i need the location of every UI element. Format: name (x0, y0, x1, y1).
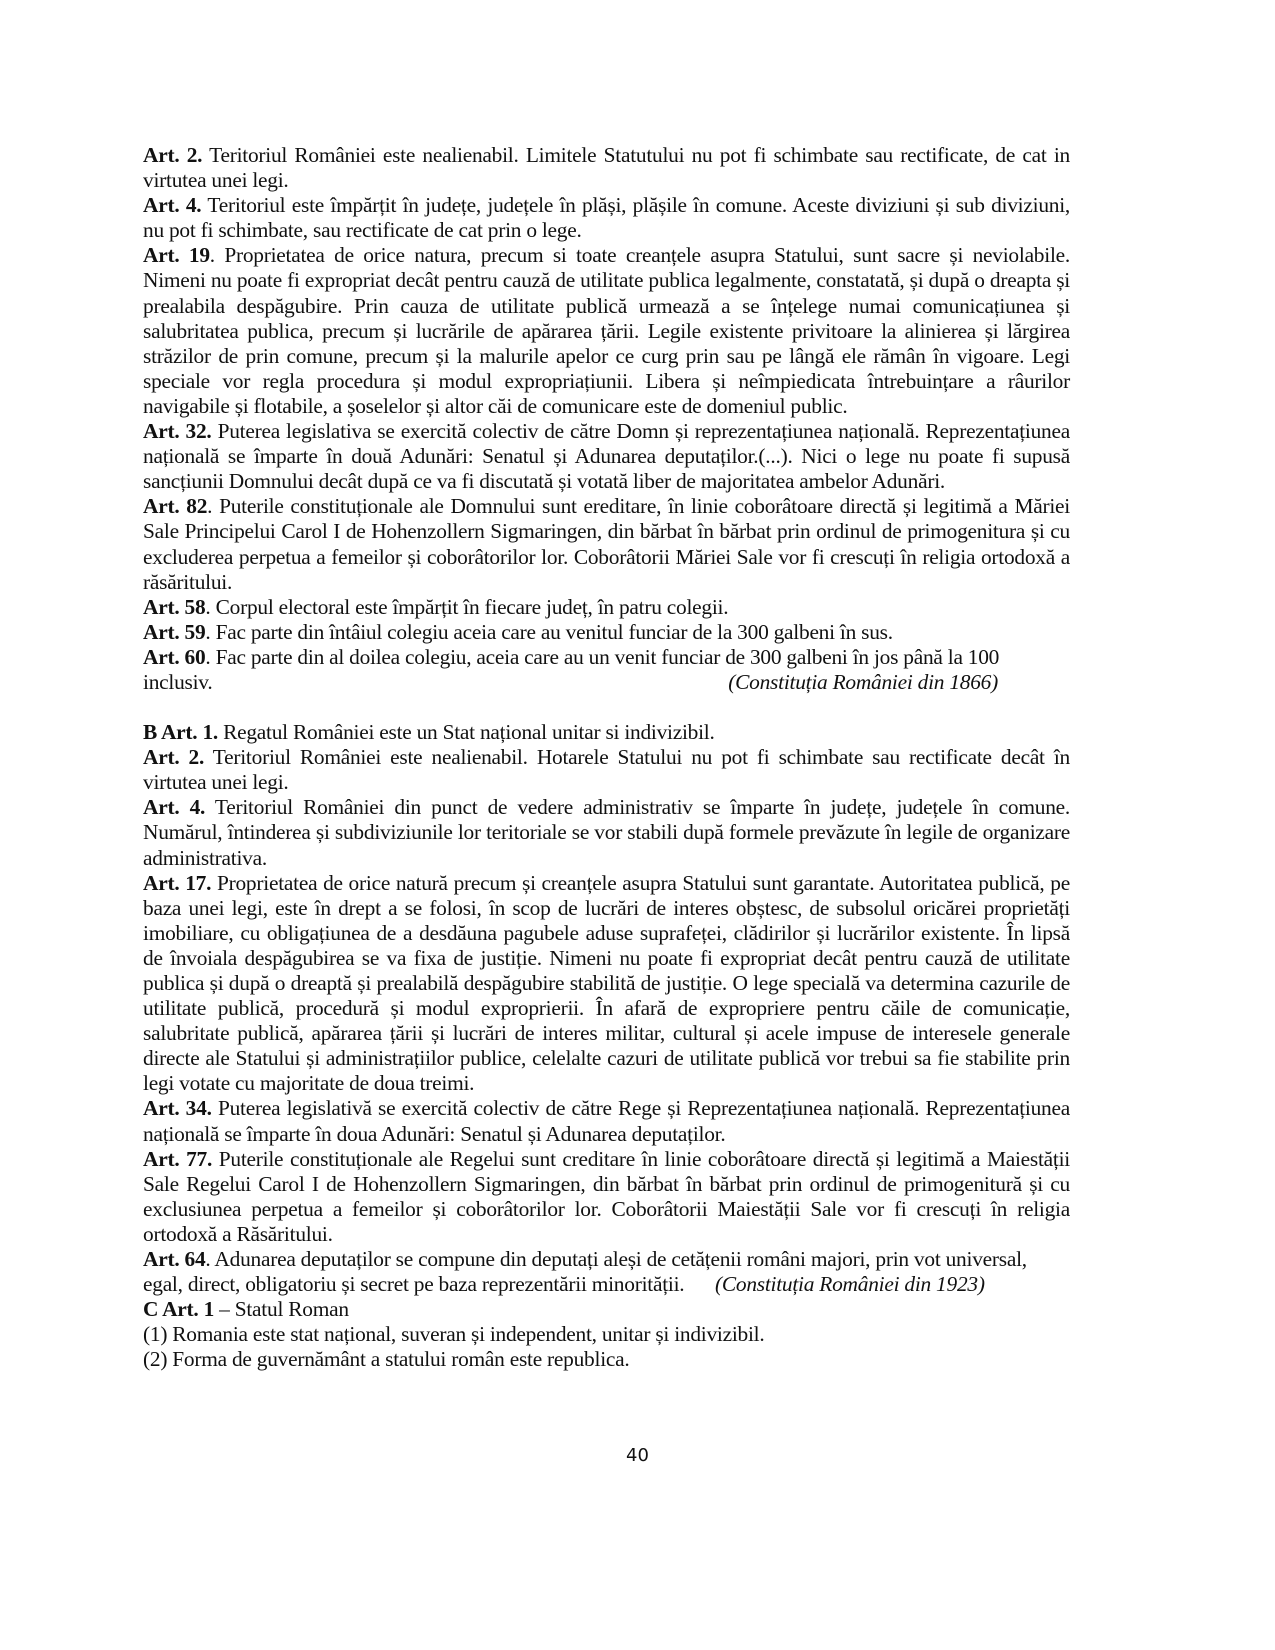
list-item: (2) Forma de guvernământ a statului român este republica. (143, 1347, 630, 1372)
article: Art. 2. Teritoriul României este nealienabil. Limitele Statutului nu pot fi schimbate sau rectificate, de cat in virtutea unei legi. (143, 143, 1070, 193)
article: Art. 17. Proprietatea de orice natură precum și creanțele asupra Statului sunt garantate. Autoritatea publică, pe baza unei legi, este în drept a se folosi, în scop de lucrări de interes obștesc, de subsolul oricărei proprietăți imobiliare, cu obligațiunea de a desdăuna pagubele aduse suprafeței, clădirilor și lucrărilor existente. În lipsă de învoiala despăgubirea se va fixa de justiție. Nimeni nu poate fi expropriat decât pentru cauză de utilitate publica și după o dreaptă și prealabilă despăgubire stabilită de justiție. O lege specială va determina cazurile de utilitate publică, procedură și modul exproprierii. În afară de expropriere pentru căile de comunicație, salubritate publică, apărarea țării și lucrări de interes militar, cultural și acele impuse de interesele generale directe ale Statului și administrațiilor publice, celelalte cazuri de utilitate publică vor trebui sa fie stabilite prin legi votate cu majoritate de doua treimi. (143, 870, 1070, 1096)
section-constitution-1866 (143, 143, 1070, 695)
section-constitution-c (143, 1297, 1070, 1372)
list-item: (1) Romania este stat național, suveran și independent, unitar și indivizibil. (143, 1322, 765, 1347)
page-number: 40 (626, 1445, 649, 1466)
citation: (Constituția României din 1923) (714, 1272, 985, 1297)
article: Art. 77. Puterile constituționale ale Regelui sunt creditare în linie coborâtoare directă și legitimă a Maiestății Sale Regelui Carol I de Hohenzollern Sigmaringen, din bărbat în bărbat prin ordinul de primogenitură și cu exclusiunea perpetua a femeilor și coborâtorilor lor. Coborâtorii Maiestății Sale vor fi crescuți în religia ortodoxă a Răsăritului. (143, 1146, 1070, 1246)
article: Art. 19. Proprietatea de orice natura, precum si toate creanțele asupra Statului, sunt sacre și neviolabile. Nimeni nu poate fi expropriat decât pentru cauză de utilitate publica legalmente, constatată, și după o dreapta și prealabila despăgubire. Prin cauza de utilitate publică urmează a se înțelege numai comunicațiunea și salubritatea publica, precum și lucrările de apărarea țării. Legile existente privitoare la alinierea și lărgirea străzilor de prin comune, precum și la malurile apelor ce curg prin sau pe lângă ele rămân în vigoare. Legi speciale vor regla procedura și modul expropriațiunii. Libera și neîmpiedicata întrebuințare a râurilor navigabile și flotabile, a șoselelor și altor căi de comunicare este de domeniul public. (143, 243, 1070, 418)
article: B Art. 1. Regatul României este un Stat național unitar si indivizibil. (143, 720, 715, 745)
article-heading: C Art. 1 – Statul Roman (143, 1297, 349, 1322)
article: Art. 4. Teritoriul este împărțit în județe, județele în plăși, plășile în comune. Aceste diviziuni și sub diviziuni, nu pot fi schimbate, sau rectificate de cat prin o lege. (143, 193, 1070, 243)
article: Art. 58. Corpul electoral este împărțit în fiecare județ, în patru colegii. (143, 594, 729, 619)
article: Art. 60. Fac parte din al doilea colegiu, aceia care au un venit funciar de 300 galbeni în jos până la 100 inclusiv. (Constituția României din 1866) (143, 644, 1000, 694)
article: Art. 82. Puterile constituționale ale Domnului sunt ereditare, în linie coborâtoare directă și legitimă a Măriei Sale Principelui Carol I de Hohenzollern Sigmaringen, din bărbat în bărbat prin ordinul de primogenitura și cu excluderea perpetua a femeilor și coborâtorilor lor. Coborâtorii Măriei Sale vor fi crescuți în religia ortodoxă a răsăritului. (143, 494, 1070, 594)
article: Art. 64. Adunarea deputaților se compune din deputați aleși de cetățenii români majori, prin vot universal, egal, direct, obligatoriu și secret pe baza reprezentării minorității. (Constituția României din 1923) (143, 1247, 1027, 1297)
article: Art. 2. Teritoriul României este nealienabil. Hotarele Statului nu pot fi schimbate sau rectificate decât în virtutea unei legi. (143, 745, 1071, 795)
section-constitution-1923 (143, 720, 1070, 1297)
article: Art. 59. Fac parte din întâiul colegiu aceia care au venitul funciar de la 300 galbeni în sus. (143, 619, 893, 644)
article: Art. 4. Teritoriul României din punct de vedere administrativ se împarte în județe, județele în comune. Numărul, întinderea și subdiviziunile lor teritoriale se vor stabili după formele prevăzute în legile de organizare administrativa. (143, 795, 1070, 870)
article: Art. 32. Puterea legislativa se exercită colectiv de către Domn și reprezentațiunea națională. Reprezentațiunea națională se împarte în două Adunări: Senatul și Adunarea deputaților.(...). Nici o lege nu poate fi supusă sancțiunii Domnului decât după ce va fi discutată și votată liber de majoritatea ambelor Adunări. (143, 419, 1070, 494)
citation: (Constituția României din 1866) (728, 669, 998, 694)
spacer (143, 695, 1070, 720)
article: Art. 34. Puterea legislativă se exercită colectiv de către Rege și Reprezentațiunea națională. Reprezentațiunea națională se împarte în doua Adunări: Senatul și Adunarea deputaților. (143, 1096, 1070, 1146)
document-body (143, 143, 1070, 1373)
